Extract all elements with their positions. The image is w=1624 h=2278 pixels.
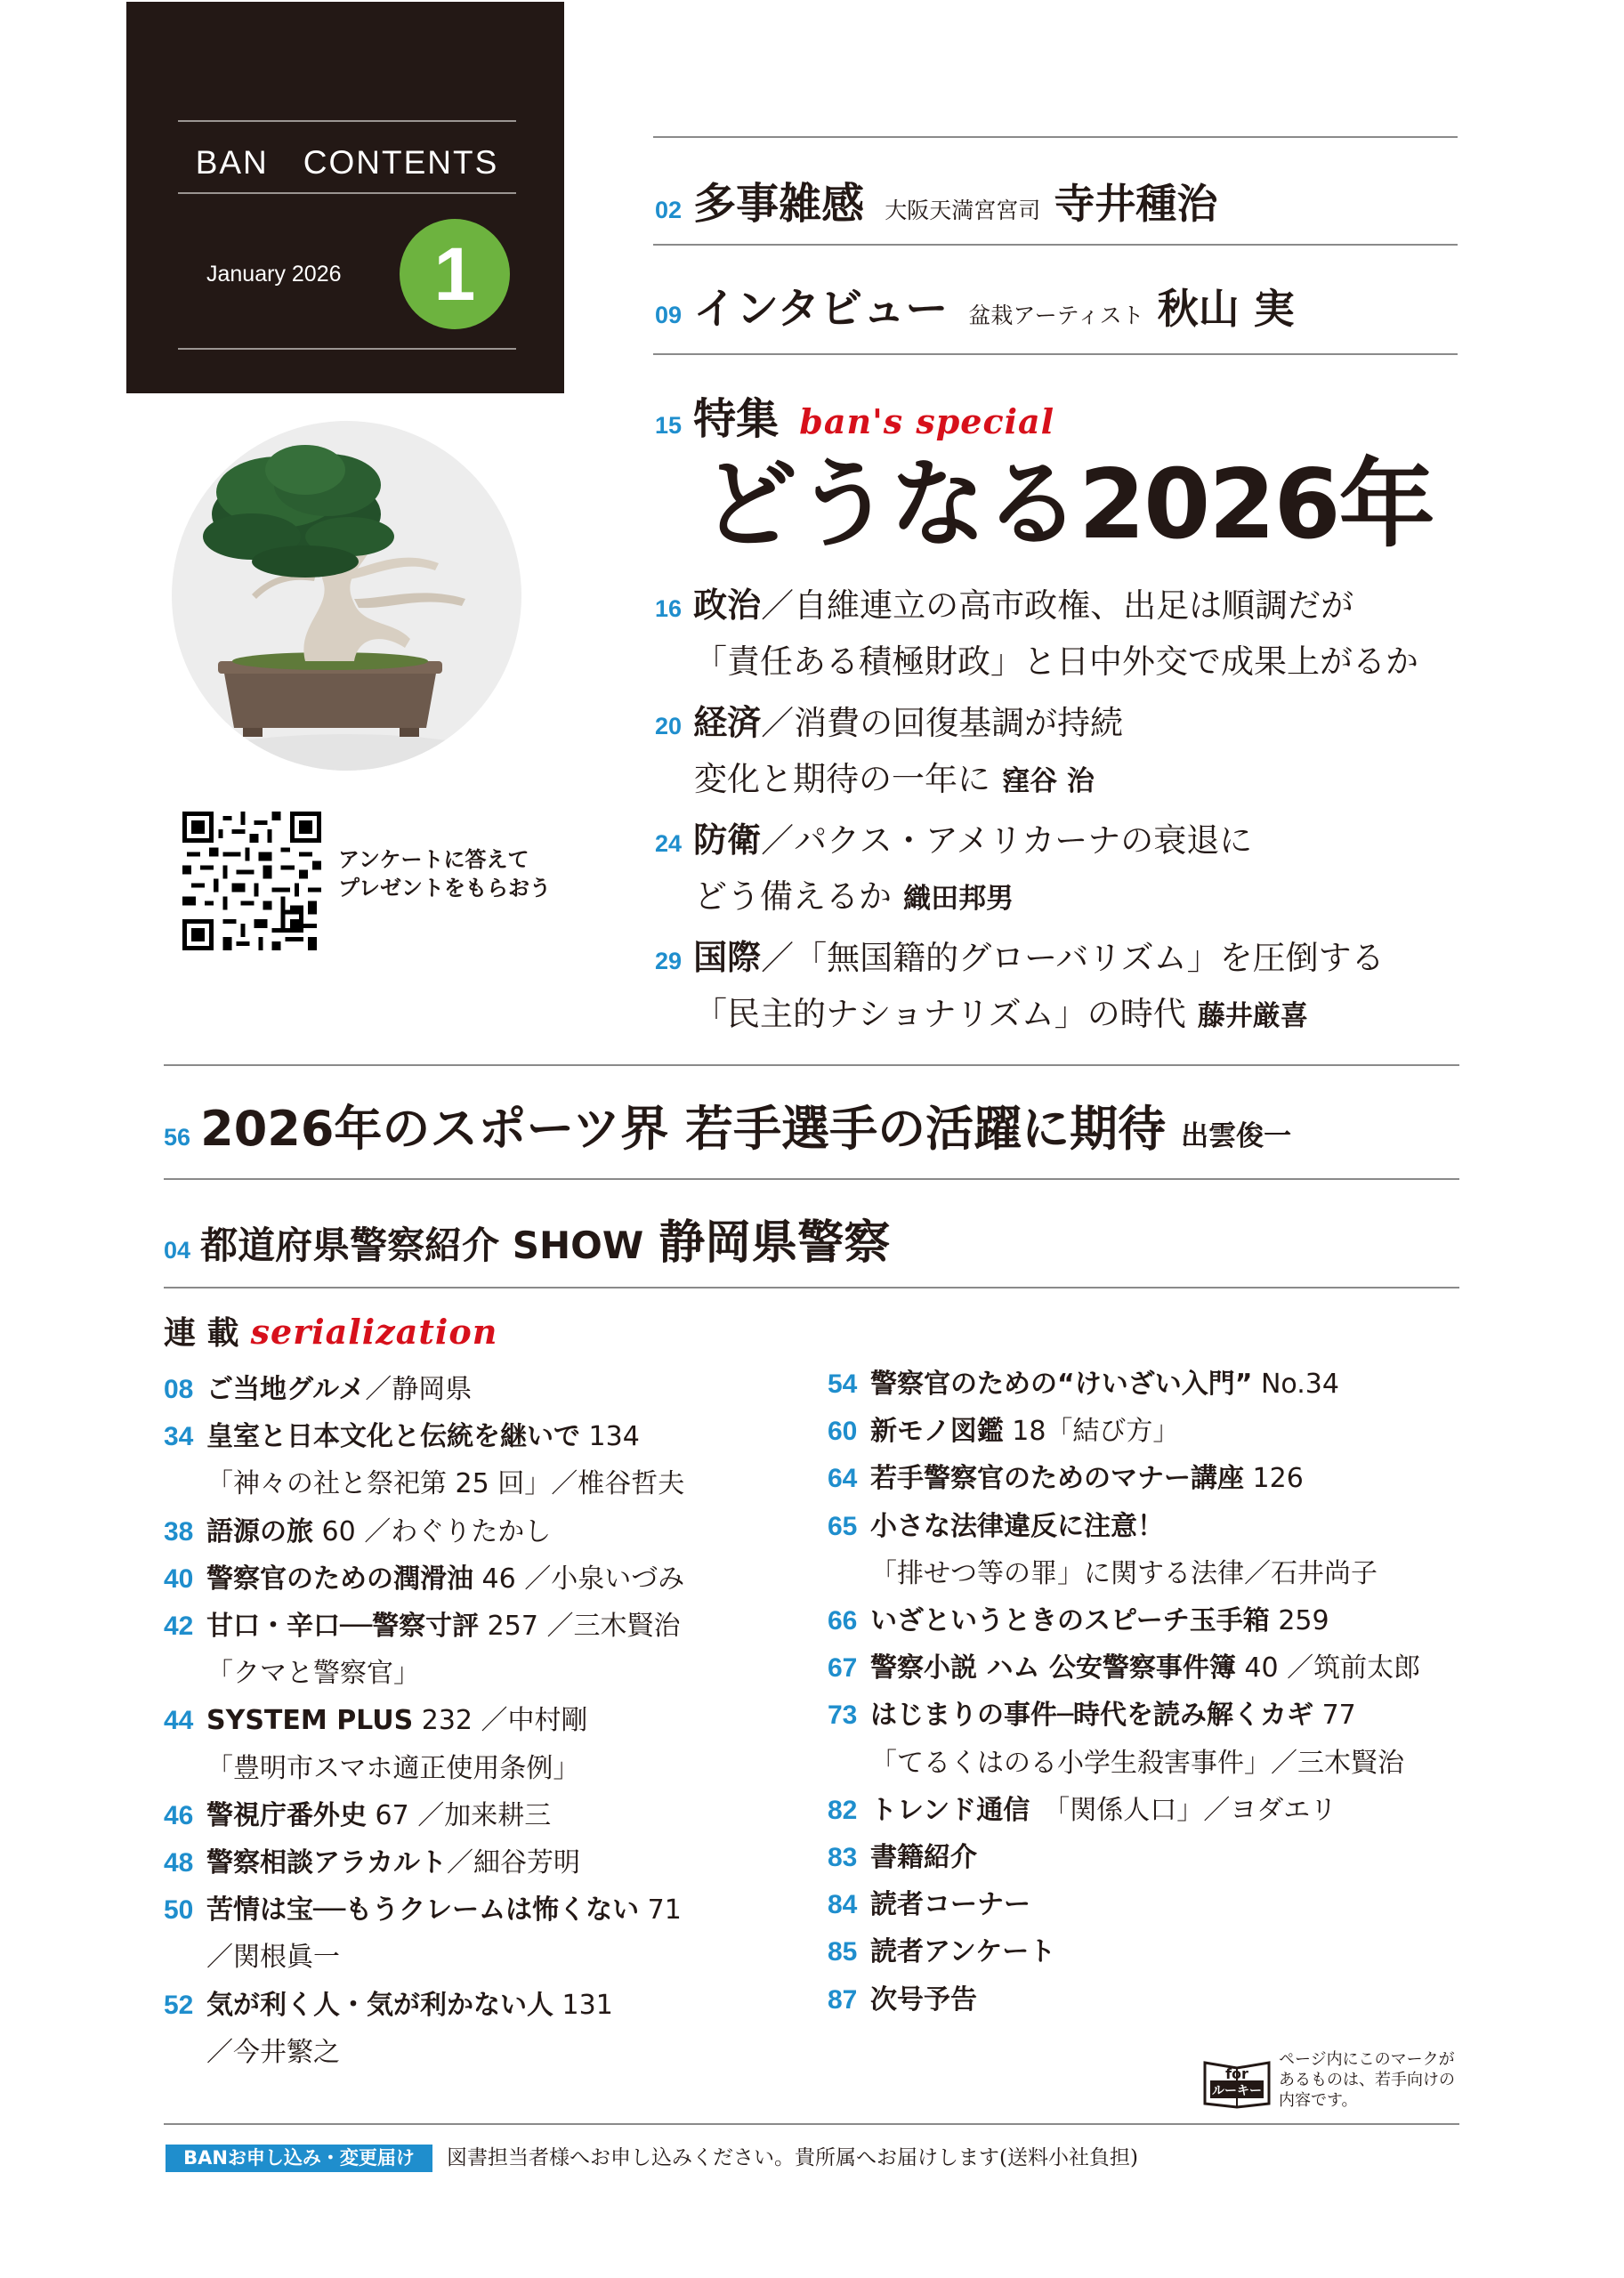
serial-item[interactable] xyxy=(164,1562,684,1597)
serial-title: 警視庁番外史 xyxy=(206,1799,367,1831)
serial-item[interactable] xyxy=(828,1840,977,1876)
rookie-note-line: ページ内にこのマークが xyxy=(1279,2050,1455,2069)
rookie-note xyxy=(1279,2049,1455,2111)
rookie-mark-icon xyxy=(1201,2054,1273,2109)
article-separator: ／ xyxy=(761,586,795,625)
serial-item[interactable] xyxy=(828,1414,1179,1450)
serial-detail: 「神々の社と祭祀第 25 回」／椎谷哲夫 xyxy=(206,1468,685,1500)
serial-title: トレンド通信 xyxy=(870,1794,1030,1826)
serial-item[interactable] xyxy=(164,1609,680,1644)
page-number: 38 xyxy=(164,1516,194,1547)
article-title: 経済 xyxy=(693,703,762,742)
article-author: 織田邦男 xyxy=(903,883,1014,915)
article-author: 藤井厳喜 xyxy=(1197,1000,1308,1032)
item-role: 盆栽アーティスト xyxy=(968,303,1144,328)
serial-title: 語源の旅 xyxy=(206,1515,313,1547)
serial-detail: 259 xyxy=(1269,1605,1329,1636)
serial-title: 警察相談アラカルト xyxy=(206,1847,447,1878)
serial-title: ご当地グルメ xyxy=(206,1374,366,1405)
article-line-1: 消費の回復基調が持続 xyxy=(794,704,1124,742)
serial-detail: 131 xyxy=(553,1989,613,2021)
serial-item[interactable] xyxy=(164,1372,472,1408)
page-number: 64 xyxy=(828,1464,858,1494)
item-person: 秋山 実 xyxy=(1157,285,1295,333)
page-number: 60 xyxy=(828,1417,858,1447)
serial-title: 気が利く人・気が利かない人 xyxy=(206,1989,553,2021)
sports-author: 出雲俊一 xyxy=(1181,1120,1292,1152)
page-number: 87 xyxy=(828,1984,858,2015)
divider xyxy=(653,353,1458,355)
survey-qr-code[interactable] xyxy=(182,812,321,950)
serial-title: 警察官のための“けいざい入門” xyxy=(870,1369,1253,1400)
feature-article-economy[interactable] xyxy=(655,698,1123,811)
serial-detail: 77 xyxy=(1313,1700,1356,1732)
serial-title: 皇室と日本文化と伝統を継いで xyxy=(206,1421,580,1453)
serial-title: 新モノ図鑑 xyxy=(870,1416,1004,1448)
serial-item[interactable] xyxy=(164,1656,420,1692)
serial-title: 書籍紹介 xyxy=(870,1842,977,1873)
serial-detail: 232 ／中村剛 xyxy=(413,1705,588,1737)
serial-detail: 60 ／わぐりたかし xyxy=(313,1515,552,1547)
page-number: 34 xyxy=(164,1422,194,1452)
header-box xyxy=(126,2,564,393)
article-line-1: 「無国籍的グローバリズム」を圧倒する xyxy=(794,939,1385,977)
divider xyxy=(653,136,1458,138)
article-line-2: 「責任ある積極財政」と日中外交で成果上がるか xyxy=(694,642,1418,681)
serial-title: いざというときのスピーチ玉手箱 xyxy=(870,1605,1270,1636)
feature-label: 特集 xyxy=(693,394,780,444)
item-role: 大阪天満宮宮司 xyxy=(885,198,1041,223)
serial-detail: 67 ／加来耕三 xyxy=(367,1799,552,1831)
feature-heading[interactable] xyxy=(655,384,1054,446)
serial-item[interactable] xyxy=(828,1746,1404,1781)
article-separator: ／ xyxy=(761,704,795,742)
rookie-icon-bottom: ルーキー xyxy=(1212,2084,1262,2098)
serial-title: 若手警察官のためのマナー講座 xyxy=(870,1463,1244,1495)
rookie-note-line: あるものは、若手向けの xyxy=(1279,2071,1455,2089)
survey-text xyxy=(338,845,551,902)
page-number: 09 xyxy=(655,302,683,328)
serial-item[interactable] xyxy=(828,1983,977,2018)
item-title: インタビュー xyxy=(693,284,949,334)
serial-label: 連 載 xyxy=(164,1315,239,1352)
police-title: 都道府県警察紹介 SHOW xyxy=(200,1224,644,1267)
page-number: 42 xyxy=(164,1612,194,1641)
header-rule xyxy=(178,120,516,122)
page-number: 02 xyxy=(655,197,683,223)
serial-detail: ／関根眞一 xyxy=(206,1942,340,1974)
issue-number-badge: 1 xyxy=(400,219,510,329)
toc-item-sports[interactable] xyxy=(164,1091,1291,1159)
serial-item[interactable] xyxy=(164,1515,551,1550)
sports-title: 2026年のスポーツ界 若手選手の活躍に期待 xyxy=(200,1101,1167,1157)
serial-detail: ／細谷芳明 xyxy=(447,1847,580,1878)
header-rule xyxy=(178,192,516,194)
serial-item[interactable] xyxy=(164,1466,684,1502)
serial-item[interactable] xyxy=(828,1556,1378,1592)
feature-article-defense[interactable] xyxy=(655,815,1252,928)
page-number: 66 xyxy=(828,1606,858,1636)
serial-item[interactable] xyxy=(828,1651,1420,1686)
page-number: 16 xyxy=(655,595,683,622)
serial-item[interactable] xyxy=(828,1698,1356,1733)
serial-detail: 「排せつ等の罪」に関する法律／石井尚子 xyxy=(870,1557,1378,1589)
serial-item[interactable] xyxy=(164,1751,579,1787)
survey-line-1: アンケートに答えて xyxy=(338,847,529,872)
article-line-2: どう備えるか xyxy=(694,877,892,916)
rookie-note-line: 内容です。 xyxy=(1279,2091,1358,2110)
serial-detail: No.34 xyxy=(1252,1369,1339,1400)
serial-item[interactable] xyxy=(164,1703,588,1739)
feature-script: ban's special xyxy=(799,401,1055,441)
article-line-2: 「民主的ナショナリズム」の時代 xyxy=(694,995,1186,1033)
serial-title: 次号予告 xyxy=(870,1983,977,2015)
serial-title: 読者アンケート xyxy=(870,1936,1056,1968)
divider xyxy=(164,1287,1459,1288)
toc-item-police[interactable] xyxy=(164,1205,890,1272)
item-title: 多事雑感 xyxy=(693,179,865,229)
article-separator: ／ xyxy=(761,821,795,860)
divider xyxy=(164,1178,1459,1180)
article-author: 窪谷 治 xyxy=(1002,765,1095,797)
serial-title: 苦情は宝──もうクレームは怖くない xyxy=(206,1894,640,1927)
article-title: 国際 xyxy=(693,938,762,977)
serial-item[interactable] xyxy=(164,1419,640,1455)
page-number: 84 xyxy=(828,1890,858,1920)
feature-article-international[interactable] xyxy=(655,933,1385,1046)
page-number: 44 xyxy=(164,1706,194,1736)
header-rule xyxy=(178,348,516,350)
serial-item[interactable] xyxy=(828,1935,1055,1970)
feature-article-politics[interactable] xyxy=(655,580,1418,693)
serial-title: 小さな法律違反に注意！ xyxy=(870,1510,1164,1542)
serial-title: 読者コーナー xyxy=(870,1889,1030,1921)
serial-detail: 134 xyxy=(580,1421,640,1453)
serial-detail: 126 xyxy=(1244,1463,1304,1495)
page-number: 52 xyxy=(164,1990,194,2020)
page-number: 54 xyxy=(828,1369,858,1399)
page-number: 56 xyxy=(164,1124,191,1151)
serial-item[interactable] xyxy=(164,1893,682,1928)
footer-note: 図書担当者様へお申し込みください。貴所属へお届けします(送料小社負担) xyxy=(447,2146,1138,2169)
serial-detail: 40 ／筑前太郎 xyxy=(1235,1652,1421,1684)
serial-detail: 「てるくはのる小学生殺害事件」／三木賢治 xyxy=(870,1747,1404,1779)
serial-item[interactable] xyxy=(828,1603,1329,1639)
serial-item[interactable] xyxy=(828,1887,1030,1923)
serial-item[interactable] xyxy=(828,1367,1339,1402)
brand-title: BAN CONTENTS xyxy=(195,144,499,181)
page-number: 65 xyxy=(828,1511,858,1541)
toc-item-essay[interactable] xyxy=(655,169,1217,230)
divider xyxy=(164,1064,1459,1066)
page-number: 24 xyxy=(655,830,683,857)
serial-item[interactable] xyxy=(164,1798,551,1834)
serial-detail: 「関係人口」／ヨダエリ xyxy=(1030,1794,1337,1826)
serial-detail: 257 ／三木賢治 xyxy=(479,1611,681,1642)
page-number: 67 xyxy=(828,1653,858,1684)
serial-item[interactable] xyxy=(164,1940,340,1975)
page-number: 08 xyxy=(164,1375,194,1404)
article-title: 防衛 xyxy=(693,820,762,860)
serial-title: 甘口・辛口──警察寸評 xyxy=(206,1611,480,1642)
page-number: 82 xyxy=(828,1795,858,1825)
page-number: 29 xyxy=(655,948,683,974)
page-number: 40 xyxy=(164,1563,194,1594)
article-line-1: パクス・アメリカーナの衰退に xyxy=(794,821,1253,860)
page-number: 04 xyxy=(164,1237,191,1264)
serial-item[interactable] xyxy=(164,2035,340,2071)
serial-detail: ／静岡県 xyxy=(365,1374,473,1405)
page-number: 20 xyxy=(655,713,683,739)
police-name: 静岡県警察 xyxy=(658,1216,891,1270)
serial-title: はじまりの事件─時代を読み解くカギ xyxy=(870,1700,1314,1732)
serial-detail: 46 ／小泉いづみ xyxy=(473,1563,685,1595)
divider xyxy=(653,244,1458,246)
serial-script: serialization xyxy=(250,1312,498,1352)
item-person: 寺井種治 xyxy=(1054,180,1218,228)
subscribe-badge[interactable]: BANお申し込み・変更届け xyxy=(166,2145,432,2172)
serial-item[interactable] xyxy=(828,1461,1304,1497)
serial-item[interactable] xyxy=(164,1988,613,2024)
page-number: 15 xyxy=(655,412,683,439)
issue-date: January 2026 xyxy=(206,262,342,287)
serial-item[interactable] xyxy=(828,1509,1164,1545)
page-number: 46 xyxy=(164,1800,194,1830)
article-separator: ／ xyxy=(761,939,795,977)
page-number: 83 xyxy=(828,1843,858,1872)
article-line-1: 自維連立の高市政権、出足は順調だが xyxy=(794,586,1354,625)
serial-heading xyxy=(164,1308,497,1353)
serial-detail: 「豊明市スマホ適正使用条例」 xyxy=(206,1752,580,1784)
serial-title: 警察官のための潤滑油 xyxy=(206,1563,473,1595)
page-number: 50 xyxy=(164,1895,194,1926)
article-title: 政治 xyxy=(693,586,762,625)
bonsai-photo xyxy=(172,421,521,771)
article-line-2: 変化と期待の一年に xyxy=(694,760,990,798)
toc-item-interview[interactable] xyxy=(655,274,1295,335)
page-number: 73 xyxy=(828,1700,858,1731)
serial-detail: 「クマと警察官」 xyxy=(206,1658,420,1690)
serial-detail: 71 xyxy=(639,1894,682,1927)
serial-item[interactable] xyxy=(828,1793,1337,1829)
serial-title: SYSTEM PLUS xyxy=(206,1705,414,1737)
divider xyxy=(164,2123,1459,2125)
page-number: 48 xyxy=(164,1848,194,1878)
serial-detail: ／今井繁之 xyxy=(206,2036,340,2068)
survey-line-2: プレゼントをもらおう xyxy=(338,876,552,901)
serial-detail: 18「結び方」 xyxy=(1003,1416,1180,1448)
page-number: 85 xyxy=(828,1937,858,1967)
serial-title: 警察小説 ハム 公安警察事件簿 xyxy=(870,1652,1236,1684)
serial-item[interactable] xyxy=(164,1846,580,1881)
feature-headline: どうなる2026年 xyxy=(701,449,1434,561)
rookie-icon-top: for xyxy=(1225,2065,1248,2082)
